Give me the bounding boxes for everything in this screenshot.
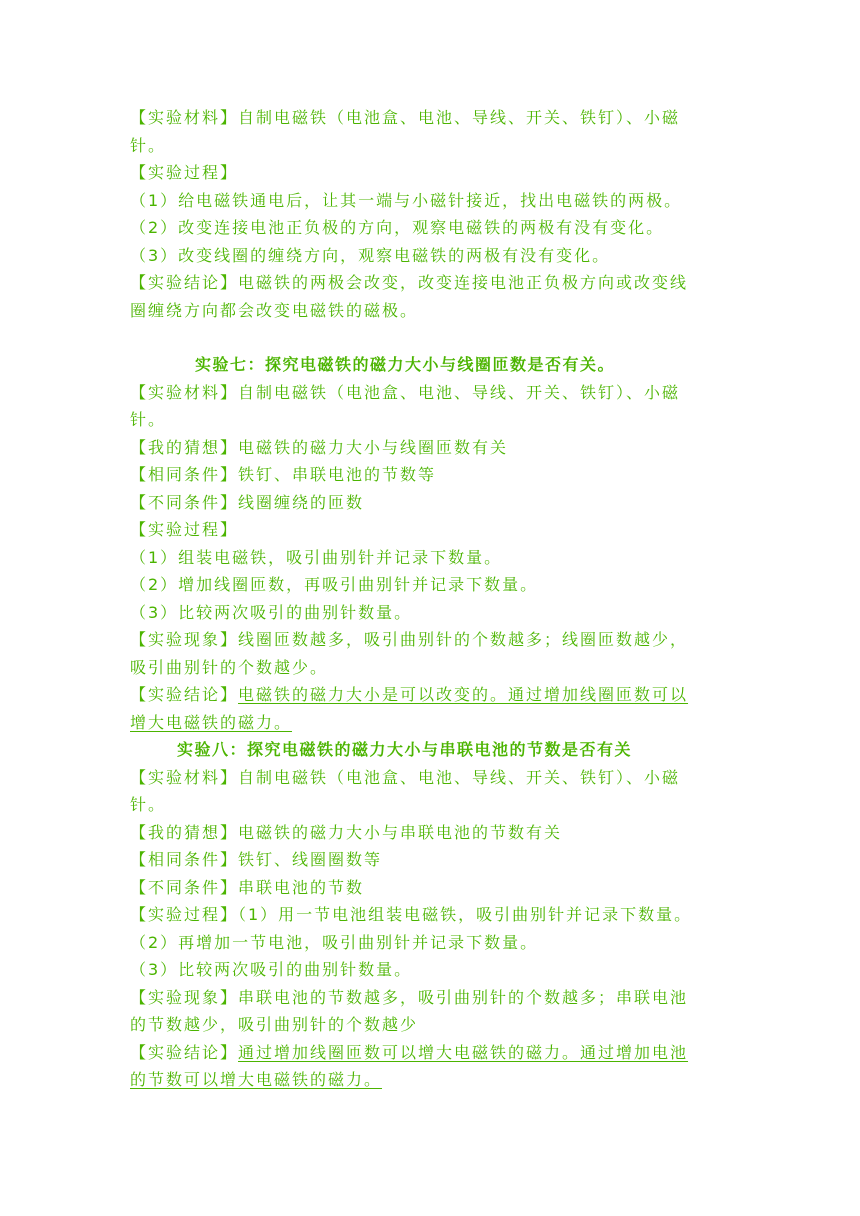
- s6-conclusion-line1: 【实验结论】电磁铁的两极会改变，改变连接电池正负极方向或改变线: [130, 273, 689, 292]
- s7-step3: （3）比较两次吸引的曲别针数量。: [130, 602, 413, 622]
- s8-conclusion-line2: [130, 1066, 732, 1094]
- s8-step3: （3）比较两次吸引的曲别针数量。: [130, 960, 413, 979]
- s7-step1: （1）组装电磁铁，吸引曲别针并记录下数量。: [130, 547, 503, 567]
- s7-guess: 【我的猜想】电磁铁的磁力大小与线圈匝数有关: [130, 437, 509, 457]
- s7-phenomenon-line1: 【实验现象】线圈匝数越多，吸引曲别针的个数越多；线圈匝数越少，: [130, 630, 689, 649]
- s6-materials-line2: 针。: [130, 135, 167, 155]
- s7-conclusion-text2: 增大电磁铁的磁力。: [130, 712, 293, 732]
- s7-title: 实验七：探究电磁铁的磁力大小与线圈匝数是否有关。: [195, 355, 616, 374]
- s6-step1: （1）给电磁铁通电后，让其一端与小磁针接近，找出电磁铁的两极。: [130, 190, 683, 210]
- s6-step2: （2）改变连接电池正负极的方向，观察电磁铁的两极有没有变化。: [130, 218, 665, 237]
- s8-guess: 【我的猜想】电磁铁的磁力大小与串联电池的节数有关: [130, 822, 563, 842]
- s7-process-label: 【实验过程】: [130, 520, 239, 539]
- s6-process-label: 【实验过程】: [130, 163, 239, 182]
- s8-conclusion-label: 【实验结论】: [130, 1042, 239, 1062]
- s7-materials-line2: 针。: [130, 410, 167, 429]
- s7-conclusion-label: 【实验结论】: [130, 685, 239, 704]
- s6-conclusion-line2: 圈缠绕方向都会改变电磁铁的磁极。: [130, 300, 419, 320]
- s8-process-step1: 【实验过程】（1）用一节电池组装电磁铁，吸引曲别针并记录下数量。: [130, 905, 693, 924]
- s7-same-conditions: 【相同条件】铁钉、串联电池的节数等: [130, 465, 437, 484]
- document-page: [130, 104, 732, 1094]
- s6-materials-line1: 【实验材料】自制电磁铁（电池盒、电池、导线、开关、铁钉）、小磁: [130, 108, 681, 127]
- s8-title: 实验八：探究电磁铁的磁力大小与串联电池的节数是否有关: [177, 740, 633, 759]
- s8-step2: （2）再增加一节电池，吸引曲别针并记录下数量。: [130, 932, 539, 952]
- s6-step3: （3）改变线圈的缠绕方向，观察电磁铁的两极有没有变化。: [130, 245, 611, 265]
- s7-phenomenon-line2: 吸引曲别针的个数越少。: [130, 657, 329, 677]
- s8-conclusion-text1: 通过增加线圈匝数可以增大电磁铁的磁力。通过增加电池: [238, 1042, 689, 1062]
- s7-different-conditions: 【不同条件】线圈缠绕的匝数: [130, 492, 365, 512]
- s7-conclusion-line1: [130, 681, 732, 709]
- s7-step2: （2）增加线圈匝数，再吸引曲别针并记录下数量。: [130, 575, 539, 594]
- s7-conclusion-line2: [130, 709, 732, 737]
- s8-conclusion-text2: 的节数可以增大电磁铁的磁力。: [130, 1070, 383, 1089]
- s7-materials-line1: 【实验材料】自制电磁铁（电池盒、电池、导线、开关、铁钉）、小磁: [130, 382, 681, 402]
- s8-different-conditions: 【不同条件】串联电池的节数: [130, 877, 365, 897]
- s8-materials-line2: 针。: [130, 795, 167, 814]
- s8-materials-line1: 【实验材料】自制电磁铁（电池盒、电池、导线、开关、铁钉）、小磁: [130, 767, 681, 787]
- s7-conclusion-text1: 电磁铁的磁力大小是可以改变的。通过增加线圈匝数可以: [238, 685, 689, 704]
- s8-phenomenon-line1: 【实验现象】串联电池的节数越多，吸引曲别针的个数越多；串联电池: [130, 987, 689, 1007]
- section-gap: [130, 324, 732, 351]
- s8-conclusion-line1: [130, 1039, 732, 1067]
- s8-same-conditions: 【相同条件】铁钉、线圈圈数等: [130, 850, 383, 869]
- s8-phenomenon-line2: 的节数越少，吸引曲别针的个数越少: [130, 1015, 419, 1034]
